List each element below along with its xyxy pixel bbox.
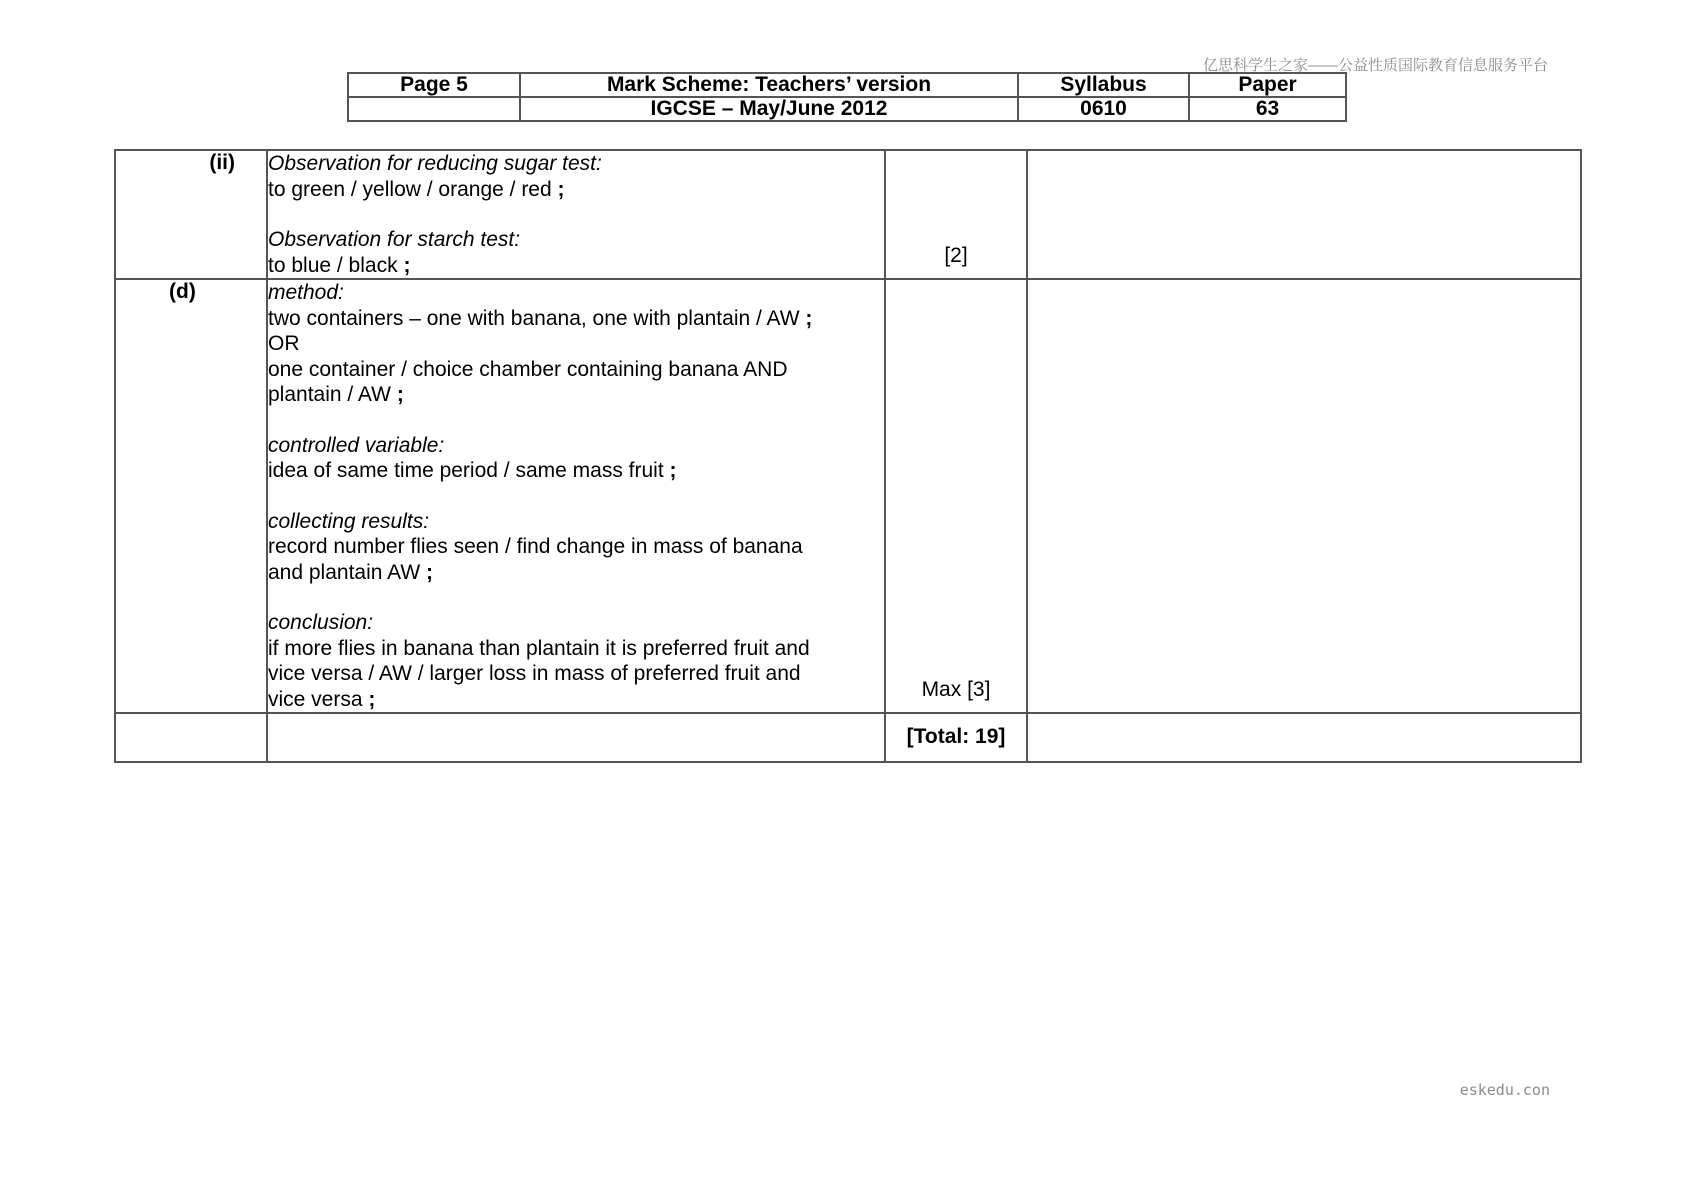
answer-heading: Observation for starch test:: [268, 228, 521, 251]
header-syllabus-label: Syllabus: [1018, 73, 1189, 97]
guidance-cell: [1027, 150, 1581, 279]
total-row: [115, 713, 1581, 762]
answer-block: [268, 280, 884, 408]
answer-line: if more flies in banana than plantain it is preferred fruit and: [268, 636, 810, 660]
answer-line: vice versa ;: [268, 687, 376, 711]
answer-heading: collecting results:: [268, 509, 430, 533]
mark-value: Max [3]: [921, 677, 991, 701]
total-cell: [885, 713, 1027, 762]
answer-line: to blue / black ;: [268, 253, 411, 277]
header-title: Mark Scheme: Teachers’ version: [520, 73, 1018, 97]
answer-heading: method:: [268, 281, 344, 304]
watermark-bottom: eskedu.con: [1459, 1081, 1550, 1099]
header-paper-label: Paper: [1189, 73, 1346, 97]
answer-heading: Observation for reducing sugar test:: [268, 152, 602, 175]
answer-line: two containers – one with banana, one with plantain / AW ;: [268, 306, 813, 330]
header-subtitle: IGCSE – May/June 2012: [520, 97, 1018, 121]
total-marks: [Total: 19]: [906, 725, 1006, 748]
answer-block: [268, 610, 884, 712]
answer-cell: [267, 279, 885, 713]
answer-cell: [267, 150, 885, 279]
answer-line: OR: [268, 332, 300, 355]
answer-line: plantain / AW ;: [268, 383, 404, 406]
question-label: (ii): [115, 150, 267, 279]
mark-scheme-table: [114, 149, 1582, 763]
answer-line: vice versa / AW / larger loss in mass of preferred fruit and: [268, 662, 801, 685]
answer-line: idea of same time period / same mass fruit ;: [268, 459, 677, 482]
empty-cell: [115, 713, 267, 762]
answer-line: and plantain AW ;: [268, 560, 434, 584]
watermark-top: 亿思科学生之家——公益性质国际教育信息服务平台: [1202, 57, 1548, 74]
guidance-cell: [1027, 279, 1581, 713]
header-page: Page 5: [348, 73, 520, 97]
table-row: [115, 150, 1581, 279]
header-empty-cell: [348, 97, 520, 121]
answer-line: one container / choice chamber containing banana AND: [268, 357, 788, 381]
header-syllabus-value: 0610: [1018, 97, 1189, 121]
header-table: [347, 72, 1347, 122]
answer-heading: controlled variable:: [268, 433, 445, 457]
answer-line: to green / yellow / orange / red ;: [268, 177, 565, 201]
empty-cell: [1027, 713, 1581, 762]
answer-line: record number flies seen / find change in mass of banana: [268, 535, 803, 558]
table-row: [115, 279, 1581, 713]
empty-cell: [267, 713, 885, 762]
answer-block: [268, 433, 884, 484]
mark-cell: [885, 279, 1027, 713]
header-paper-value: 63: [1189, 97, 1346, 121]
answer-block: [268, 151, 884, 202]
answer-heading: conclusion:: [268, 611, 374, 634]
mark-cell: [885, 150, 1027, 279]
answer-block: [268, 227, 884, 278]
answer-block: [268, 509, 884, 586]
mark-value: [2]: [944, 243, 968, 267]
question-label: (d): [115, 279, 267, 713]
